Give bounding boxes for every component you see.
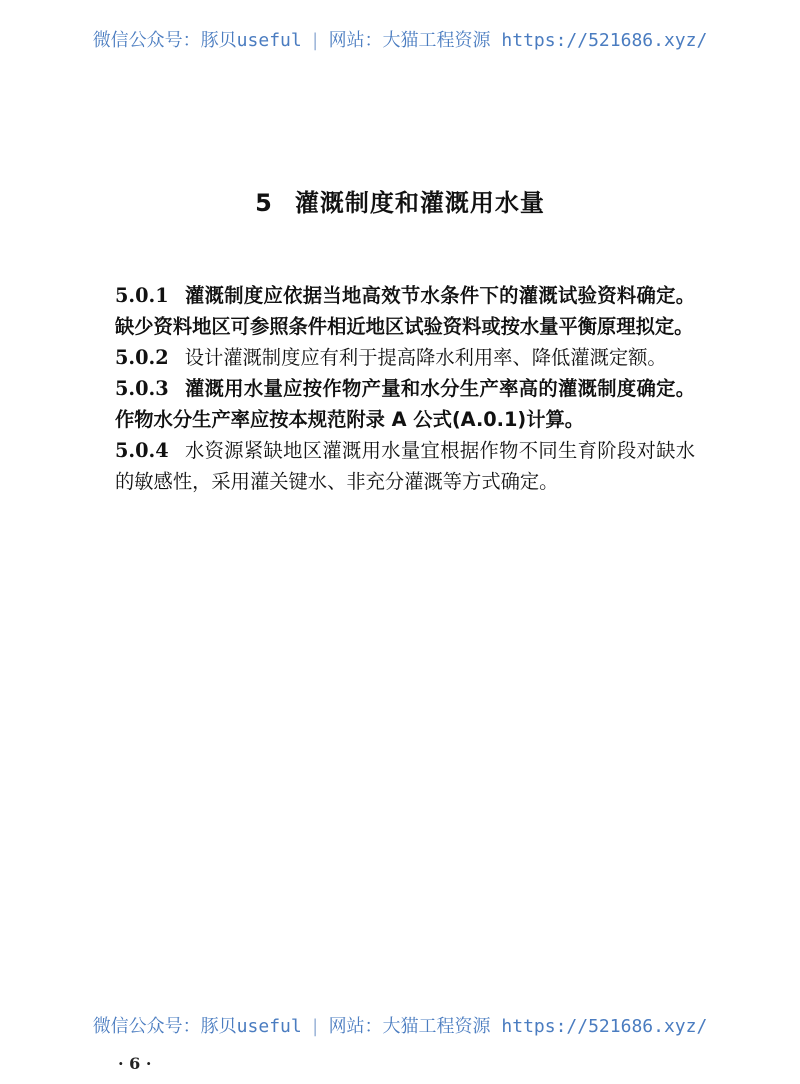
clause-number: 5.0.2: [115, 346, 169, 369]
watermark-separator: |: [309, 30, 321, 51]
clause-list: [115, 280, 695, 497]
chapter-title: [0, 183, 800, 218]
chapter-title-text: 灌溉制度和灌溉用水量: [294, 189, 545, 217]
watermark-wechat: 微信公众号：豚贝useful: [92, 30, 302, 51]
page-number: · 6 ·: [118, 1054, 152, 1073]
watermark-website: 网站：大猫工程资源 https://521686.xyz/: [328, 30, 708, 51]
clause-text: 灌溉制度应依据当地高效节水条件下的灌溉试验资料确定。缺少资料地区可参照条件相近地区试验资料或按水量平衡原理拟定。: [115, 284, 695, 338]
clause-text: 水资源紧缺地区灌溉用水量宜根据作物不同生育阶段对缺水的敏感性，采用灌关键水、非充分灌溉等方式确定。: [115, 439, 695, 493]
clause-number: 5.0.4: [115, 439, 169, 462]
clause-5-0-3: [115, 373, 695, 435]
clause-5-0-2: [115, 342, 695, 373]
clause-5-0-4: [115, 435, 695, 497]
clause-text: 设计灌溉制度应有利于提高降水利用率、降低灌溉定额。: [184, 346, 667, 369]
watermark-website: 网站：大猫工程资源 https://521686.xyz/: [328, 1016, 708, 1037]
clause-text: 灌溉用水量应按作物产量和水分生产率高的灌溉制度确定。作物水分生产率应按本规范附录 A 公式(A.0.1)计算。: [115, 377, 695, 431]
watermark-bottom: [0, 1016, 800, 1038]
watermark-wechat: 微信公众号：豚贝useful: [92, 1016, 302, 1037]
watermark-separator: |: [309, 1016, 321, 1037]
chapter-number: 5: [255, 189, 273, 217]
watermark-top: [0, 30, 800, 52]
clause-number: 5.0.1: [115, 284, 169, 307]
clause-number: 5.0.3: [115, 377, 169, 400]
clause-5-0-1: [115, 280, 695, 342]
